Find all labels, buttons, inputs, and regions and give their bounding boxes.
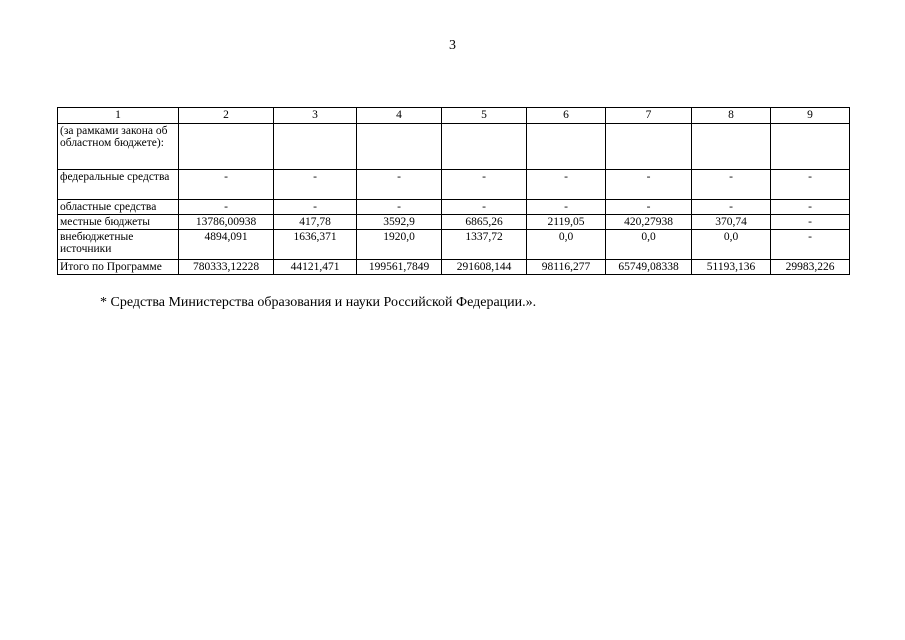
table-cell: - (606, 170, 692, 200)
table-cell: 29983,226 (771, 260, 850, 275)
table-cell: - (771, 230, 850, 260)
column-header: 5 (442, 108, 527, 124)
table-cell: 1636,371 (274, 230, 357, 260)
table-cell (179, 124, 274, 170)
column-header: 6 (527, 108, 606, 124)
table-cell: 417,78 (274, 215, 357, 230)
table-cell: 13786,00938 (179, 215, 274, 230)
table-row (58, 200, 850, 215)
column-header: 2 (179, 108, 274, 124)
table-cell: - (527, 200, 606, 215)
table-cell: 4894,091 (179, 230, 274, 260)
table-cell: - (442, 200, 527, 215)
table-cell: - (179, 170, 274, 200)
table-row (58, 230, 850, 260)
table-cell: - (357, 200, 442, 215)
table-cell (274, 124, 357, 170)
table-cell: 65749,08338 (606, 260, 692, 275)
row-label: местные бюджеты (58, 215, 179, 230)
table-cell: 44121,471 (274, 260, 357, 275)
table-cell (442, 124, 527, 170)
table-cell: - (771, 200, 850, 215)
table-cell: 3592,9 (357, 215, 442, 230)
table-cell: 199561,7849 (357, 260, 442, 275)
table-cell: 291608,144 (442, 260, 527, 275)
table-cell (527, 124, 606, 170)
table-cell (606, 124, 692, 170)
header-row (58, 108, 850, 124)
budget-table (57, 107, 850, 275)
table-cell: - (357, 170, 442, 200)
table-row (58, 124, 850, 170)
table-cell: - (442, 170, 527, 200)
table-cell: - (692, 170, 771, 200)
column-header: 8 (692, 108, 771, 124)
table-cell: - (274, 170, 357, 200)
table-row (58, 215, 850, 230)
table-cell: 51193,136 (692, 260, 771, 275)
table-cell (357, 124, 442, 170)
table-cell: 0,0 (527, 230, 606, 260)
table-cell: 0,0 (606, 230, 692, 260)
table-cell: 98116,277 (527, 260, 606, 275)
row-label: областные средства (58, 200, 179, 215)
table-cell: 1920,0 (357, 230, 442, 260)
table-cell: - (527, 170, 606, 200)
table-cell: - (274, 200, 357, 215)
column-header: 3 (274, 108, 357, 124)
column-header: 4 (357, 108, 442, 124)
row-label: федеральные средства (58, 170, 179, 200)
row-label: Итого по Программе (58, 260, 179, 275)
table-cell: - (771, 170, 850, 200)
table-cell: 6865,26 (442, 215, 527, 230)
table-row (58, 170, 850, 200)
footnote: * Средства Министерства образования и науки Российской Федерации.». (100, 295, 537, 310)
table-cell (771, 124, 850, 170)
column-header: 7 (606, 108, 692, 124)
table-cell: 420,27938 (606, 215, 692, 230)
table-cell (692, 124, 771, 170)
table-cell: 1337,72 (442, 230, 527, 260)
table-cell: - (771, 215, 850, 230)
table-row (58, 260, 850, 275)
table-cell: 0,0 (692, 230, 771, 260)
table-cell: - (692, 200, 771, 215)
table-cell: 780333,12228 (179, 260, 274, 275)
row-label: (за рамками закона об областном бюджете): (58, 124, 179, 170)
table-cell: 370,74 (692, 215, 771, 230)
table-cell: 2119,05 (527, 215, 606, 230)
row-label: внебюджетные источники (58, 230, 179, 260)
column-header: 9 (771, 108, 850, 124)
column-header: 1 (58, 108, 179, 124)
table-cell: - (606, 200, 692, 215)
page-number: 3 (449, 38, 456, 53)
table-cell: - (179, 200, 274, 215)
